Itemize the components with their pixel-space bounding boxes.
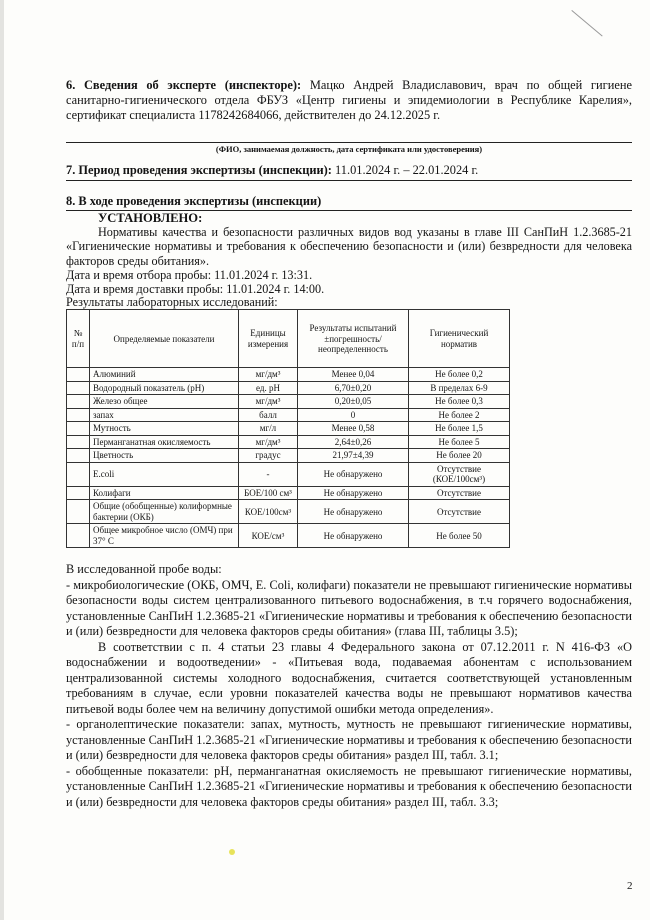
- header-units: Единицы измерения: [239, 310, 298, 368]
- cell-norm: Не более 5: [409, 435, 510, 449]
- cell-result: Не обнаружено: [298, 524, 409, 548]
- table-row: [67, 500, 510, 524]
- cell-indicator: Водородный показатель (pH): [90, 381, 239, 395]
- cell-num: [67, 462, 90, 486]
- cell-unit: БОЕ/100 см³: [239, 486, 298, 500]
- cell-unit: градус: [239, 449, 298, 463]
- cell-unit: мг/дм³: [239, 395, 298, 409]
- cell-result: 6,70±0,20: [298, 381, 409, 395]
- cell-num: [67, 381, 90, 395]
- cell-indicator: Общие (обобщенные) колиформные бактерии (ОКБ): [90, 500, 239, 524]
- norms-intro: Нормативы качества и безопасности различных видов вод указаны в главе III СанПиН 1.2.3685-21 «Гигиенические нормативы и требования к обеспечению безопасности и (или) безвредности для человека факторов среды обитания».: [66, 225, 632, 268]
- cell-indicator: Алюминий: [90, 368, 239, 382]
- conclusion-law: В соответствии с п. 4 статьи 23 главы 4 Федерального закона от 07.12.2011 г. N 416-ФЗ «О водоснабжении и водоотведении» - «Питьевая вода, подаваемая абонентам с использованием централизованной системы холодного водоснабжения, считается соответствующей установленным требованиям в случае, если уровни показателей качества воды не превышают нормативов качества питьевой воды более чем на величину допустимой ошибки метода определения».: [66, 639, 632, 716]
- cell-norm: Не более 1,5: [409, 422, 510, 436]
- conclusions: [66, 562, 632, 810]
- cell-unit: КОЕ/см³: [239, 524, 298, 548]
- cell-result: 21,97±4,39: [298, 449, 409, 463]
- cell-result: Не обнаружено: [298, 462, 409, 486]
- header-results: Результаты испытаний ±погрешность/ неопределенность: [298, 310, 409, 368]
- table-row: [67, 408, 510, 422]
- cell-norm: Отсутствие: [409, 486, 510, 500]
- header-num: № п/п: [67, 310, 90, 368]
- cell-num: [67, 524, 90, 548]
- cell-unit: мг/л: [239, 422, 298, 436]
- header-indicator: Определяемые показатели: [90, 310, 239, 368]
- cell-result: 2,64±0,26: [298, 435, 409, 449]
- section-expert-heading: 6. Сведения об эксперте (инспекторе):: [66, 78, 302, 92]
- cell-indicator: Перманганатная окисляемость: [90, 435, 239, 449]
- cell-norm: Отсутствие (КОЕ/100см³): [409, 462, 510, 486]
- cell-result: Не обнаружено: [298, 500, 409, 524]
- section-expert-text: Мацко Андрей Владиславович, врач по общей гигиене санитарно-гигиенического отдела ФБУЗ «Центр гигиены и эпидемиологии в Республике Карелия», сертификат специалиста 1178242684066, действителен до 24.12.2025 г.: [66, 78, 632, 122]
- cell-unit: мг/дм³: [239, 368, 298, 382]
- scan-edge: [0, 0, 4, 920]
- table-row: [67, 395, 510, 409]
- table-row: [67, 381, 510, 395]
- cell-num: [67, 395, 90, 409]
- cell-num: [67, 422, 90, 436]
- scan-mark: [571, 10, 602, 36]
- cell-unit: -: [239, 462, 298, 486]
- table-row: [67, 524, 510, 548]
- cell-num: [67, 449, 90, 463]
- cell-num: [67, 435, 90, 449]
- conclusion-micro: - микробиологические (ОКБ, ОМЧ, E. Coli, колифаги) показатели не превышают гигиенические нормативы безопасности воды систем централизованного питьевого водоснабжения, в т.ч горячего водоснабжения, установленные СанПиН 1.2.3685-21 «Гигиенические нормативы и требования к обеспечению безопасности и (или) безвредности для человека факторов среды обитания» (глава III, таблицы 3.5);: [66, 577, 632, 639]
- conclusion-general: - обобщенные показатели: pH, перманганатная окисляемость не превышают гигиенические нормативы, установленные СанПиН 1.2.3685-21 «Гигиенические нормативы и требования к обеспечению безопасности и (или) безвредности для человека факторов среды обитания» раздел III, табл. 3.3;: [66, 763, 632, 809]
- cell-norm: Не более 2: [409, 408, 510, 422]
- cell-indicator: Железо общее: [90, 395, 239, 409]
- header-norm: Гигиенический норматив: [409, 310, 510, 368]
- table-row: [67, 368, 510, 382]
- cell-result: Не обнаружено: [298, 486, 409, 500]
- section-findings: [66, 194, 632, 211]
- cell-norm: Не более 50: [409, 524, 510, 548]
- cell-indicator: Мутность: [90, 422, 239, 436]
- cell-norm: В пределах 6-9: [409, 381, 510, 395]
- cell-num: [67, 368, 90, 382]
- section-period-text: 11.01.2024 г. – 22.01.2024 г.: [335, 163, 479, 177]
- delivery-datetime: Дата и время доставки пробы: 11.01.2024 г. 14:00.: [66, 282, 325, 297]
- cell-result: 0: [298, 408, 409, 422]
- table-row: [67, 449, 510, 463]
- scan-mark-dot: [229, 849, 235, 855]
- cell-norm: Не более 0,2: [409, 368, 510, 382]
- lab-results-title: Результаты лабораторных исследований:: [66, 295, 278, 310]
- conclusions-intro: В исследованной пробе воды:: [66, 562, 222, 577]
- section-findings-heading: 8. В ходе проведения экспертизы (инспекции): [66, 194, 322, 208]
- table-row: [67, 486, 510, 500]
- cell-unit: ед. pH: [239, 381, 298, 395]
- cell-indicator: Общее микробное число (ОМЧ) при 37° С: [90, 524, 239, 548]
- established-label: УСТАНОВЛЕНО:: [98, 211, 203, 225]
- cell-num: [67, 408, 90, 422]
- document-content: [66, 78, 632, 810]
- cell-indicator: E.coli: [90, 462, 239, 486]
- page-number: 2: [627, 880, 633, 892]
- section-period: [66, 163, 632, 181]
- table-row: [67, 462, 510, 486]
- cell-indicator: Цветность: [90, 449, 239, 463]
- sampling-datetime: Дата и время отбора пробы: 11.01.2024 г. 13:31.: [66, 267, 313, 282]
- cell-norm: Отсутствие: [409, 500, 510, 524]
- section-period-heading: 7. Период проведения экспертизы (инспекции):: [66, 163, 332, 177]
- cell-unit: мг/дм³: [239, 435, 298, 449]
- cell-num: [67, 500, 90, 524]
- cell-norm: Не более 0,3: [409, 395, 510, 409]
- section-expert-caption: (ФИО, занимаемая должность, дата сертификата или удостоверения): [215, 144, 483, 154]
- conclusion-organoleptic: - органолептические показатели: запах, мутность, мутность не превышают гигиенические нормативы, установленные СанПиН 1.2.3685-21 «Гигиенические нормативы и требования к обеспечению безопасности и (или) безвредности для человека факторов среды обитания» раздел III, табл. 3.1;: [66, 717, 632, 763]
- table-row: [67, 435, 510, 449]
- cell-result: 0,20±0,05: [298, 395, 409, 409]
- lab-results-table: [66, 309, 510, 548]
- cell-unit: КОЕ/100см³: [239, 500, 298, 524]
- table-row: [67, 422, 510, 436]
- cell-norm: Не более 20: [409, 449, 510, 463]
- cell-result: Менее 0,58: [298, 422, 409, 436]
- cell-unit: балл: [239, 408, 298, 422]
- section-expert: [66, 78, 632, 143]
- cell-num: [67, 486, 90, 500]
- cell-indicator: запах: [90, 408, 239, 422]
- cell-result: Менее 0,04: [298, 368, 409, 382]
- cell-indicator: Колифаги: [90, 486, 239, 500]
